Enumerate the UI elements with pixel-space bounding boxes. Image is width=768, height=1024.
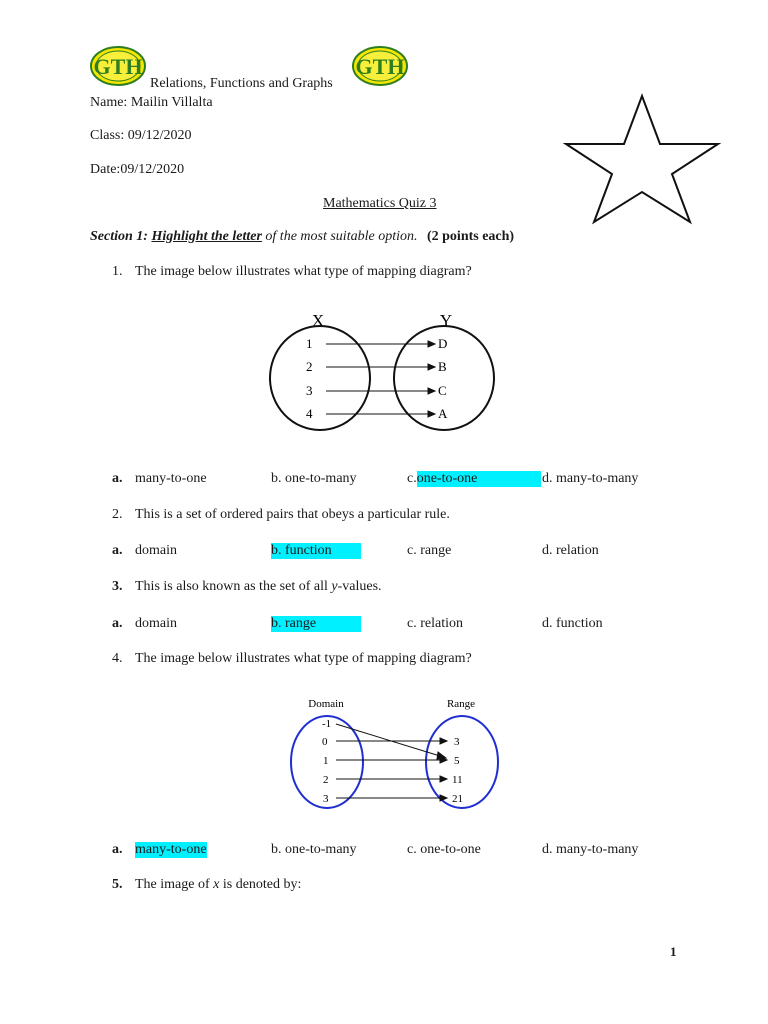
diagram-2-right-item: 21 [452,793,463,805]
q3-option-b-highlight: b. range [271,616,361,632]
q2-option-b-highlight: b. function [271,543,361,559]
question-1-text: The image below illustrates what type of mapping diagram? [135,264,472,279]
student-name: Name: Mailin Villalta [90,95,213,110]
diagram-2-left-item: 0 [322,736,328,748]
question-3-text-post: -values. [337,579,382,594]
question-5-text-post: is denoted by: [219,877,302,892]
q2-option-a: domain [135,543,177,558]
q1-option-c-highlight: one-to-one [417,471,541,487]
q4-option-d: d. many-to-many [542,842,639,857]
mapping-diagram-1 [266,310,498,442]
option-letter-a: a. [112,471,123,486]
diagram-1-right-item: A [438,406,448,421]
question-4-number: 4. [112,651,123,666]
diagram-2-left-item: 3 [323,793,329,805]
option-letter-a: a. [112,842,123,857]
section-points: (2 points each) [426,229,515,244]
gth-logo-right [352,46,408,86]
question-2-number: 2. [112,507,123,522]
q1-option-b: b. one-to-many [271,471,357,486]
section-label: Section 1: [90,229,148,244]
star-icon [562,92,722,226]
date-line: Date:09/12/2020 [90,162,185,177]
q1-option-d: d. many-to-many [542,471,639,486]
diagram-1-right-item: D [438,336,448,351]
diagram-1-left-item: 1 [306,336,313,351]
question-2-text: This is a set of ordered pairs that obeys a particular rule. [135,507,450,522]
q1-option-a: many-to-one [135,471,207,486]
mapping-diagram-2 [286,694,506,812]
diagram-1-right-item: C [438,383,447,398]
option-letter-a: a. [112,616,123,631]
page-number: 1 [670,944,677,959]
diagram-1-left-item: 2 [306,359,313,374]
section-highlight-phrase: Highlight the letter [151,229,262,244]
question-5-variable: x [213,877,220,892]
diagram-2-right-item: 3 [454,736,460,748]
question-3-number: 3. [112,579,123,594]
logo-text: GTH [355,54,405,79]
diagram-2-left-item: 1 [323,755,329,767]
question-1-number: 1. [112,264,123,279]
question-5-number: 5. [112,877,123,892]
q2-option-c: c. range [407,543,452,558]
q4-option-a-highlight: many-to-one [135,842,207,857]
diagram-1-left-title: X [311,311,325,330]
diagram-1-right-title: Y [439,311,453,330]
q3-option-c: c. relation [407,616,463,631]
q2-option-d: d. relation [542,543,599,558]
diagram-2-left-item: 2 [323,774,329,786]
quiz-title: Mathematics Quiz 3 [323,196,437,211]
document-title: Relations, Functions and Graphs [150,76,333,91]
question-3-text [135,579,382,595]
diagram-2-left-item: -1 [322,718,332,730]
q4-option-b: b. one-to-many [271,842,357,857]
class-line: Class: 09/12/2020 [90,128,192,143]
diagram-2-right-item: 11 [452,774,463,786]
q3-option-d: d. function [542,616,603,631]
diagram-2-right-title: Range [446,698,476,710]
q1-option-c [407,471,541,487]
diagram-2-left-title: Domain [308,698,344,710]
diagram-1-right-item: B [438,359,447,374]
question-5-text-pre: The image of [135,877,214,892]
q4-option-c: c. one-to-one [407,842,481,857]
question-3-text-pre: This is also known as the set of all [135,579,332,594]
q1-option-c-prefix: c. [407,471,417,486]
option-letter-a: a. [112,543,123,558]
gth-logo-left [90,46,146,86]
section-heading [90,229,514,245]
section-instruction: of the most suitable option. [265,229,418,244]
question-4-text: The image below illustrates what type of mapping diagram? [135,651,472,666]
diagram-1-left-item: 4 [306,406,313,421]
question-5-text [135,877,301,893]
question-3-variable: y [331,579,338,594]
logo-text: GTH [93,54,143,79]
diagram-2-right-item: 5 [454,755,460,767]
q3-option-a: domain [135,616,177,631]
diagram-1-left-item: 3 [306,383,313,398]
